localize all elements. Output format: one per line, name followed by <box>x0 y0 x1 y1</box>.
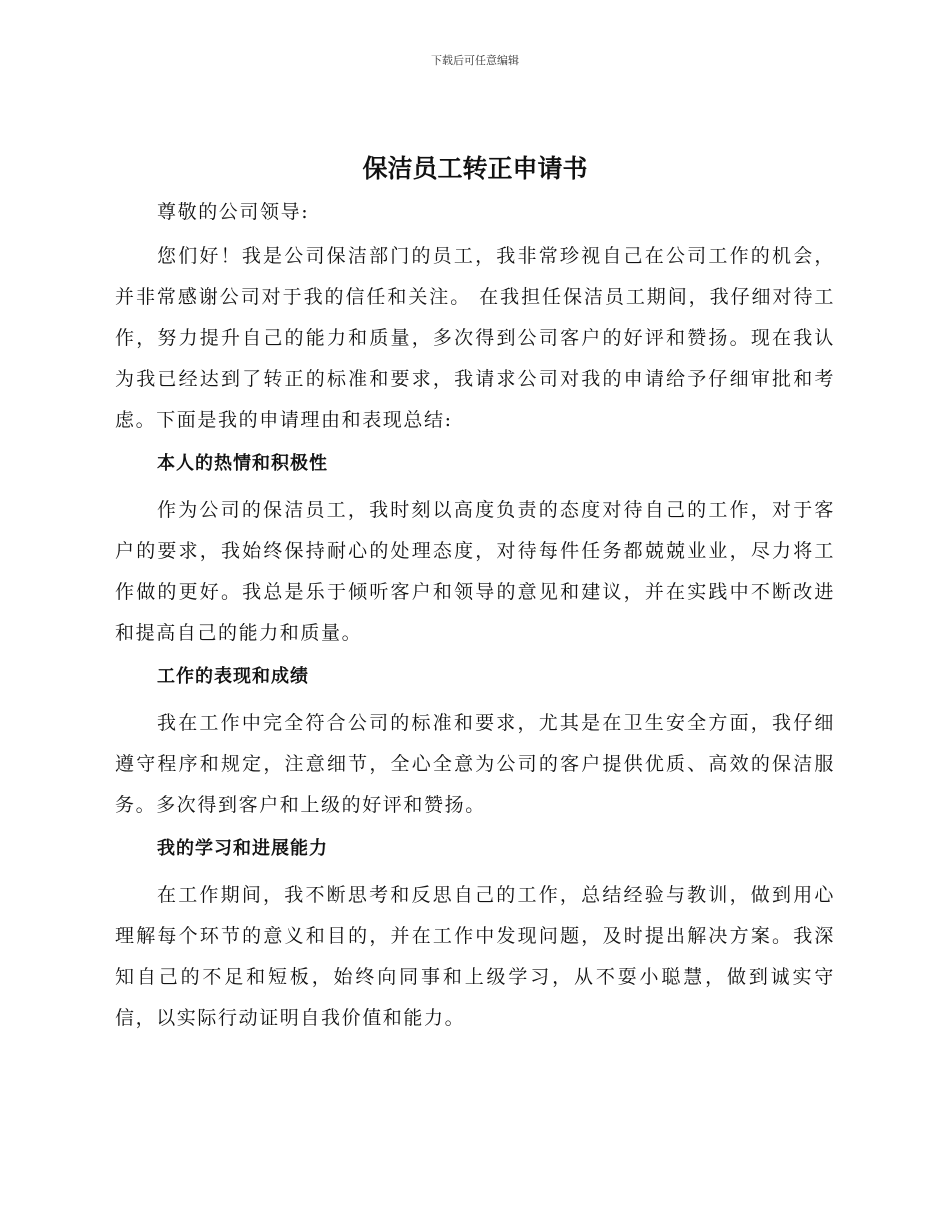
intro-paragraph: 您们好！我是公司保洁部门的员工，我非常珍视自己在公司工作的机会，并非常感谢公司对于我的信任和关注。 在我担任保洁员工期间，我仔细对待工作，努力提升自己的能力和质量，多次得到公司客户的好评和赞扬。现在我认为我已经达到了转正的标准和要求，我请求公司对我的申请给予仔细审批和考虑。下面是我的申请理由和表现总结: <box>115 245 835 431</box>
section-heading-learning: 我的学习和进展能力 <box>157 838 328 859</box>
page-header: 下载后可任意编辑 <box>431 54 519 67</box>
section-body-performance: 我在工作中完全符合公司的标准和要求，尤其是在卫生安全方面，我仔细遵守程序和规定，注意细节，全心全意为公司的客户提供优质、高效的保洁服务。多次得到客户和上级的好评和赞扬。 <box>115 712 835 816</box>
document-title: 保洁员工转正申请书 <box>362 154 588 183</box>
document-body <box>115 192 835 1039</box>
section-heading-performance: 工作的表现和成绩 <box>157 666 309 687</box>
section-body-enthusiasm: 作为公司的保洁员工，我时刻以高度负责的态度对待自己的工作，对于客户的要求，我始终保持耐心的处理态度，对待每件任务都兢兢业业，尽力将工作做的更好。我总是乐于倾听客户和领导的意见和建议，并在实践中不断改进和提高自己的能力和质量。 <box>115 499 835 644</box>
salutation: 尊敬的公司领导: <box>157 201 310 223</box>
section-body-learning: 在工作期间，我不断思考和反思自己的工作，总结经验与教训，做到用心理解每个环节的意义和目的，并在工作中发现问题，及时提出解决方案。我深知自己的不足和短板，始终向同事和上级学习，从不耍小聪慧，做到诚实守信，以实际行动证明自我价值和能力。 <box>115 884 835 1029</box>
section-heading-enthusiasm: 本人的热情和积极性 <box>157 453 328 474</box>
